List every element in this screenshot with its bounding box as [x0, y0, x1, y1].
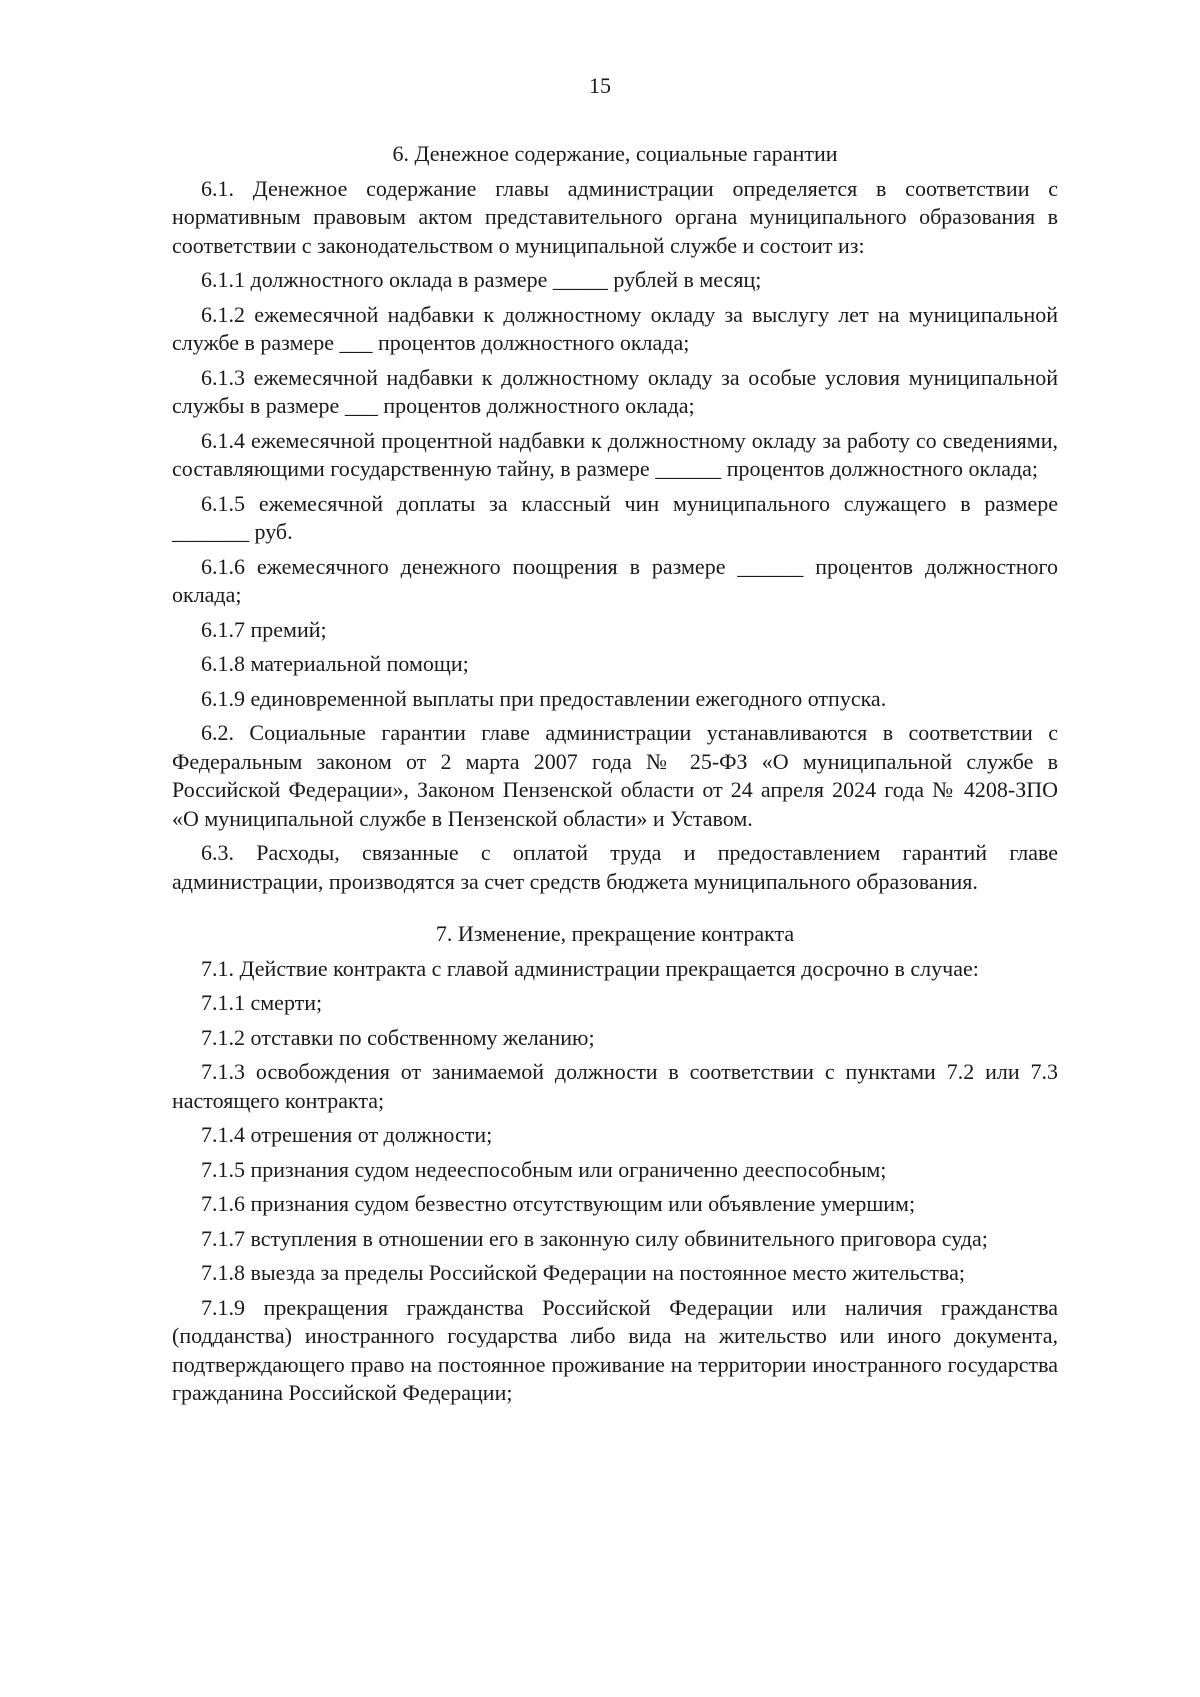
section-7-heading: 7. Изменение, прекращение контракта: [435, 921, 795, 946]
paragraph-6-3: 6.3. Расходы, связанные с оплатой труда и предоставлением гарантий главе администрации, производятся за счет средств бюджета муниципального образования.: [172, 840, 1058, 894]
paragraph-7-1-8: 7.1.8 выезда за пределы Российской Федерации на постоянное место жительства;: [201, 1260, 965, 1285]
paragraph-6-1-7: 6.1.7 премий;: [201, 616, 327, 642]
paragraph-6-2: 6.2. Социальные гарантии главе администрации устанавливаются в соответствии с Федеральным законом от 2 марта 2007 года № 25-ФЗ «О муниципальной службе в Российской Федерации», Законом Пензенской области от 24 апреля 2024 года № 4208-ЗПО «О муниципальной службе в Пензенской области» и Уставом.: [172, 720, 1058, 831]
paragraph-7-1-3: 7.1.3 освобождения от занимаемой должности в соответствии с пунктами 7.2 или 7.3 настоящего контракта;: [172, 1059, 1058, 1113]
paragraph-7-1-6: 7.1.6 признания судом безвестно отсутствующим или объявление умершим;: [201, 1191, 916, 1216]
paragraph-7-1-4: 7.1.4 отрешения от должности;: [201, 1122, 493, 1147]
paragraph-6-1-6: 6.1.6 ежемесячного денежного поощрения в размере ______ процентов должностного оклада;: [172, 553, 1058, 607]
page-number: 15: [589, 73, 611, 98]
paragraph-7-1-1: 7.1.1 смерти;: [201, 990, 323, 1015]
paragraph-6-1-9: 6.1.9 единовременной выплаты при предоставлении ежегодного отпуска.: [201, 685, 887, 711]
paragraph-6-1-2: 6.1.2 ежемесячной надбавки к должностному окладу за выслугу лет на муниципальной службе в размере ___ процентов должностного оклада;: [172, 301, 1058, 355]
paragraph-7-1-2: 7.1.2 отставки по собственному желанию;: [201, 1024, 595, 1050]
paragraph-7-1: 7.1. Действие контракта с главой администрации прекращается досрочно в случае:: [201, 955, 979, 981]
paragraph-6-1: 6.1. Денежное содержание главы администрации определяется в соответствии с нормативным правовым актом представительного органа муниципального образования в соответствии с законодательством о муниципальной службе и состоит из:: [172, 175, 1058, 258]
paragraph-7-1-9: 7.1.9 прекращения гражданства Российской Федерации или наличия гражданства (подданства) иностранного государства либо вида на жительство или иного документа, подтверждающего право на постоянное проживание на территории иностранного государства гражданина Российской Федерации;: [172, 1294, 1058, 1405]
document-body: [172, 140, 1058, 1414]
paragraph-6-1-1: 6.1.1 должностного оклада в размере _____ рублей в месяц;: [201, 267, 762, 292]
paragraph-7-1-7: 7.1.7 вступления в отношении его в законную силу обвинительного приговора суда;: [201, 1225, 988, 1251]
paragraph-6-1-3: 6.1.3 ежемесячной надбавки к должностному окладу за особые условия муниципальной службы в размере ___ процентов должностного оклада;: [172, 364, 1058, 418]
paragraph-7-1-5: 7.1.5 признания судом недееспособным или ограниченно дееспособным;: [201, 1156, 887, 1182]
section-6-heading: 6. Денежное содержание, социальные гарантии: [392, 141, 838, 166]
paragraph-6-1-4: 6.1.4 ежемесячной процентной надбавки к должностному окладу за работу со сведениями, составляющими государственную тайну, в размере ______ процентов должностного оклада;: [172, 427, 1058, 481]
paragraph-6-1-8: 6.1.8 материальной помощи;: [201, 651, 469, 676]
paragraph-6-1-5: 6.1.5 ежемесячной доплаты за классный чин муниципального служащего в размере _______ руб.: [172, 490, 1058, 544]
